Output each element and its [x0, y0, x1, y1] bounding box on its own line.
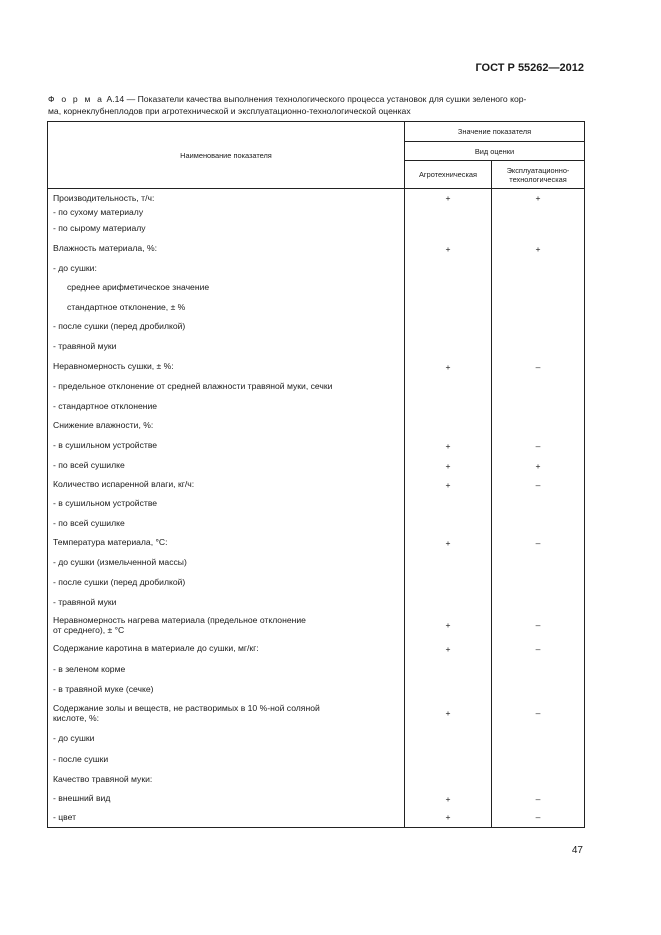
row-exploit-value	[492, 221, 585, 237]
table-row	[48, 436, 585, 456]
table-row	[48, 728, 585, 749]
table-row	[48, 790, 585, 808]
row-exploit-value: –	[492, 357, 585, 377]
row-agro-value: +	[405, 638, 492, 660]
table-row	[48, 205, 585, 221]
row-name-text: - до сушки:	[53, 263, 97, 274]
table-row	[48, 613, 585, 638]
table-row	[48, 533, 585, 553]
row-name	[48, 337, 405, 357]
row-exploit-value: –	[492, 533, 585, 553]
row-exploit-value: –	[492, 808, 585, 828]
table-row	[48, 514, 585, 533]
row-name	[48, 680, 405, 699]
row-name-text: Качество травяной муки:	[53, 774, 153, 785]
table-row	[48, 699, 585, 728]
header-exploit	[492, 161, 585, 189]
row-name-text: - в сушильном устройстве	[53, 440, 158, 451]
row-exploit-value: +	[492, 189, 585, 205]
row-exploit-value	[492, 749, 585, 770]
row-name-text: - в сушильном устройстве	[53, 498, 158, 509]
header-exploit-line2: технологическая	[509, 174, 567, 184]
row-agro-value	[405, 261, 492, 277]
row-name	[48, 261, 405, 277]
row-agro-value: +	[405, 699, 492, 728]
table-row	[48, 337, 585, 357]
row-exploit-value	[492, 337, 585, 357]
row-name	[48, 298, 405, 317]
row-agro-value	[405, 749, 492, 770]
row-name-text: Влажность материала, %:	[53, 243, 157, 254]
row-name	[48, 514, 405, 533]
form-caption	[48, 93, 583, 117]
row-agro-value	[405, 553, 492, 573]
table-row	[48, 416, 585, 436]
row-agro-value: +	[405, 476, 492, 494]
row-agro-value	[405, 573, 492, 593]
row-exploit-value: –	[492, 476, 585, 494]
table-row	[48, 277, 585, 298]
table-row	[48, 770, 585, 790]
row-name	[48, 808, 405, 828]
row-name	[48, 397, 405, 416]
row-name	[48, 476, 405, 494]
table-row	[48, 749, 585, 770]
row-name-text: - по сырому материалу	[53, 223, 146, 234]
row-name	[48, 416, 405, 436]
row-agro-value: +	[405, 613, 492, 638]
row-name-text: - до сушки	[53, 732, 95, 743]
row-exploit-value: –	[492, 790, 585, 808]
row-name	[48, 533, 405, 553]
row-name	[48, 205, 405, 221]
row-agro-value: +	[405, 189, 492, 205]
row-exploit-value	[492, 514, 585, 533]
row-name-text: - предельное отклонение от средней влажности травяной муки, сечки	[53, 381, 333, 392]
table-row	[48, 237, 585, 261]
row-name-text: Температура материала, °С:	[53, 537, 168, 548]
table-row	[48, 573, 585, 593]
row-agro-value: +	[405, 237, 492, 261]
row-name-text: - после сушки (перед дробилкой)	[53, 321, 186, 332]
table-row	[48, 397, 585, 416]
row-name-text: - по всей сушилке	[53, 460, 125, 471]
row-agro-value: +	[405, 808, 492, 828]
row-name	[48, 553, 405, 573]
header-value: Значение показателя	[405, 122, 585, 142]
row-exploit-value	[492, 298, 585, 317]
row-name-text: Содержание каротина в материале до сушки, мг/кг:	[53, 643, 259, 654]
row-name	[48, 790, 405, 808]
row-name	[48, 699, 405, 728]
table-row	[48, 261, 585, 277]
header-agro: Агротехническая	[405, 161, 492, 189]
row-name-text: - после сушки (перед дробилкой)	[53, 577, 186, 588]
row-name	[48, 660, 405, 680]
row-exploit-value: +	[492, 456, 585, 476]
row-name	[48, 749, 405, 770]
row-agro-value	[405, 205, 492, 221]
row-name-text: - в зеленом корме	[53, 664, 126, 675]
row-name	[48, 638, 405, 660]
row-name-text: - по всей сушилке	[53, 517, 125, 528]
row-name-text: Неравномерность нагрева материала (предельное отклонение	[53, 614, 306, 625]
row-name-text: - травяной муки	[53, 341, 117, 352]
row-exploit-value: –	[492, 638, 585, 660]
row-name	[48, 317, 405, 337]
row-name-text: - в травяной муке (сечке)	[53, 683, 154, 694]
row-agro-value	[405, 317, 492, 337]
row-agro-value	[405, 277, 492, 298]
row-agro-value	[405, 337, 492, 357]
table-row	[48, 357, 585, 377]
table-body	[48, 189, 585, 828]
table-row	[48, 553, 585, 573]
row-agro-value	[405, 397, 492, 416]
header-exploit-line1: Эксплуатационно-	[506, 165, 570, 175]
table-row	[48, 680, 585, 699]
row-exploit-value: –	[492, 436, 585, 456]
row-name	[48, 770, 405, 790]
table-row	[48, 377, 585, 397]
row-exploit-value: –	[492, 613, 585, 638]
row-exploit-value	[492, 660, 585, 680]
table-row	[48, 456, 585, 476]
row-exploit-value	[492, 494, 585, 514]
table-row	[48, 298, 585, 317]
table-row	[48, 221, 585, 237]
row-exploit-value: –	[492, 699, 585, 728]
row-name-text: - внешний вид	[53, 793, 111, 804]
row-exploit-value: +	[492, 237, 585, 261]
row-agro-value	[405, 514, 492, 533]
row-agro-value	[405, 221, 492, 237]
row-exploit-value	[492, 593, 585, 613]
row-name-text: Содержание золы и веществ, не растворимых в 10 %-ной соляной	[53, 702, 320, 713]
row-name-text: Производительность, т/ч:	[53, 193, 155, 203]
row-name-text: - стандартное отклонение	[53, 400, 158, 411]
row-name-text-cont: кислоте, %:	[53, 713, 99, 723]
row-name	[48, 221, 405, 237]
row-agro-value	[405, 494, 492, 514]
caption-line1: А.14 — Показатели качества выполнения технологического процесса установок для сушки зеленого кор-	[104, 94, 527, 104]
row-name-text: - цвет	[53, 812, 77, 822]
row-name-text: Неравномерность сушки, ± %:	[53, 361, 174, 372]
row-name	[48, 237, 405, 261]
row-name-text: Снижение влажности, %:	[53, 420, 154, 431]
row-name-text-cont: от среднего), ± °С	[53, 625, 125, 635]
row-name-text: - после сушки	[53, 753, 109, 764]
row-name	[48, 494, 405, 514]
row-name	[48, 189, 405, 205]
row-agro-value	[405, 416, 492, 436]
row-exploit-value	[492, 205, 585, 221]
row-exploit-value	[492, 317, 585, 337]
row-name-text: - по сухому материалу	[53, 207, 144, 218]
row-name	[48, 436, 405, 456]
row-agro-value: +	[405, 790, 492, 808]
row-name-text: Количество испаренной влаги, кг/ч:	[53, 479, 195, 490]
table-row	[48, 660, 585, 680]
row-exploit-value	[492, 277, 585, 298]
row-name-text: среднее арифметическое значение	[67, 281, 210, 292]
table-row	[48, 476, 585, 494]
table-row	[48, 494, 585, 514]
row-name-text: стандартное отклонение, ± %	[67, 301, 186, 312]
table-row	[48, 638, 585, 660]
caption-line2: ма, корнеклубнеплодов при агротехнической и эксплуатационно-технологической оценках	[48, 106, 411, 116]
row-name-text: - травяной муки	[53, 597, 117, 608]
row-name	[48, 456, 405, 476]
row-exploit-value	[492, 397, 585, 416]
row-agro-value: +	[405, 436, 492, 456]
row-agro-value	[405, 728, 492, 749]
row-agro-value	[405, 298, 492, 317]
header-eval-type: Вид оценки	[405, 142, 585, 161]
row-agro-value	[405, 660, 492, 680]
row-agro-value	[405, 680, 492, 699]
caption-prefix: Ф о р м а	[48, 94, 105, 104]
document-code: ГОСТ Р 55262—2012	[475, 62, 584, 74]
table-row	[48, 808, 585, 828]
row-name	[48, 277, 405, 298]
row-name	[48, 377, 405, 397]
row-exploit-value	[492, 573, 585, 593]
row-agro-value	[405, 770, 492, 790]
indicators-table	[47, 121, 585, 828]
row-name	[48, 613, 405, 638]
row-agro-value: +	[405, 357, 492, 377]
row-name	[48, 573, 405, 593]
row-exploit-value	[492, 416, 585, 436]
row-exploit-value	[492, 728, 585, 749]
row-name	[48, 357, 405, 377]
row-exploit-value	[492, 553, 585, 573]
row-exploit-value	[492, 680, 585, 699]
row-agro-value: +	[405, 533, 492, 553]
row-agro-value	[405, 593, 492, 613]
header-name: Наименование показателя	[48, 122, 405, 189]
row-exploit-value	[492, 261, 585, 277]
page-number: 47	[571, 845, 583, 856]
row-name-text: - до сушки (измельченной массы)	[53, 557, 187, 568]
table-row	[48, 593, 585, 613]
row-agro-value	[405, 377, 492, 397]
row-exploit-value	[492, 770, 585, 790]
row-name	[48, 593, 405, 613]
table-row	[48, 317, 585, 337]
table-row	[48, 189, 585, 205]
row-agro-value: +	[405, 456, 492, 476]
row-exploit-value	[492, 377, 585, 397]
row-name	[48, 728, 405, 749]
